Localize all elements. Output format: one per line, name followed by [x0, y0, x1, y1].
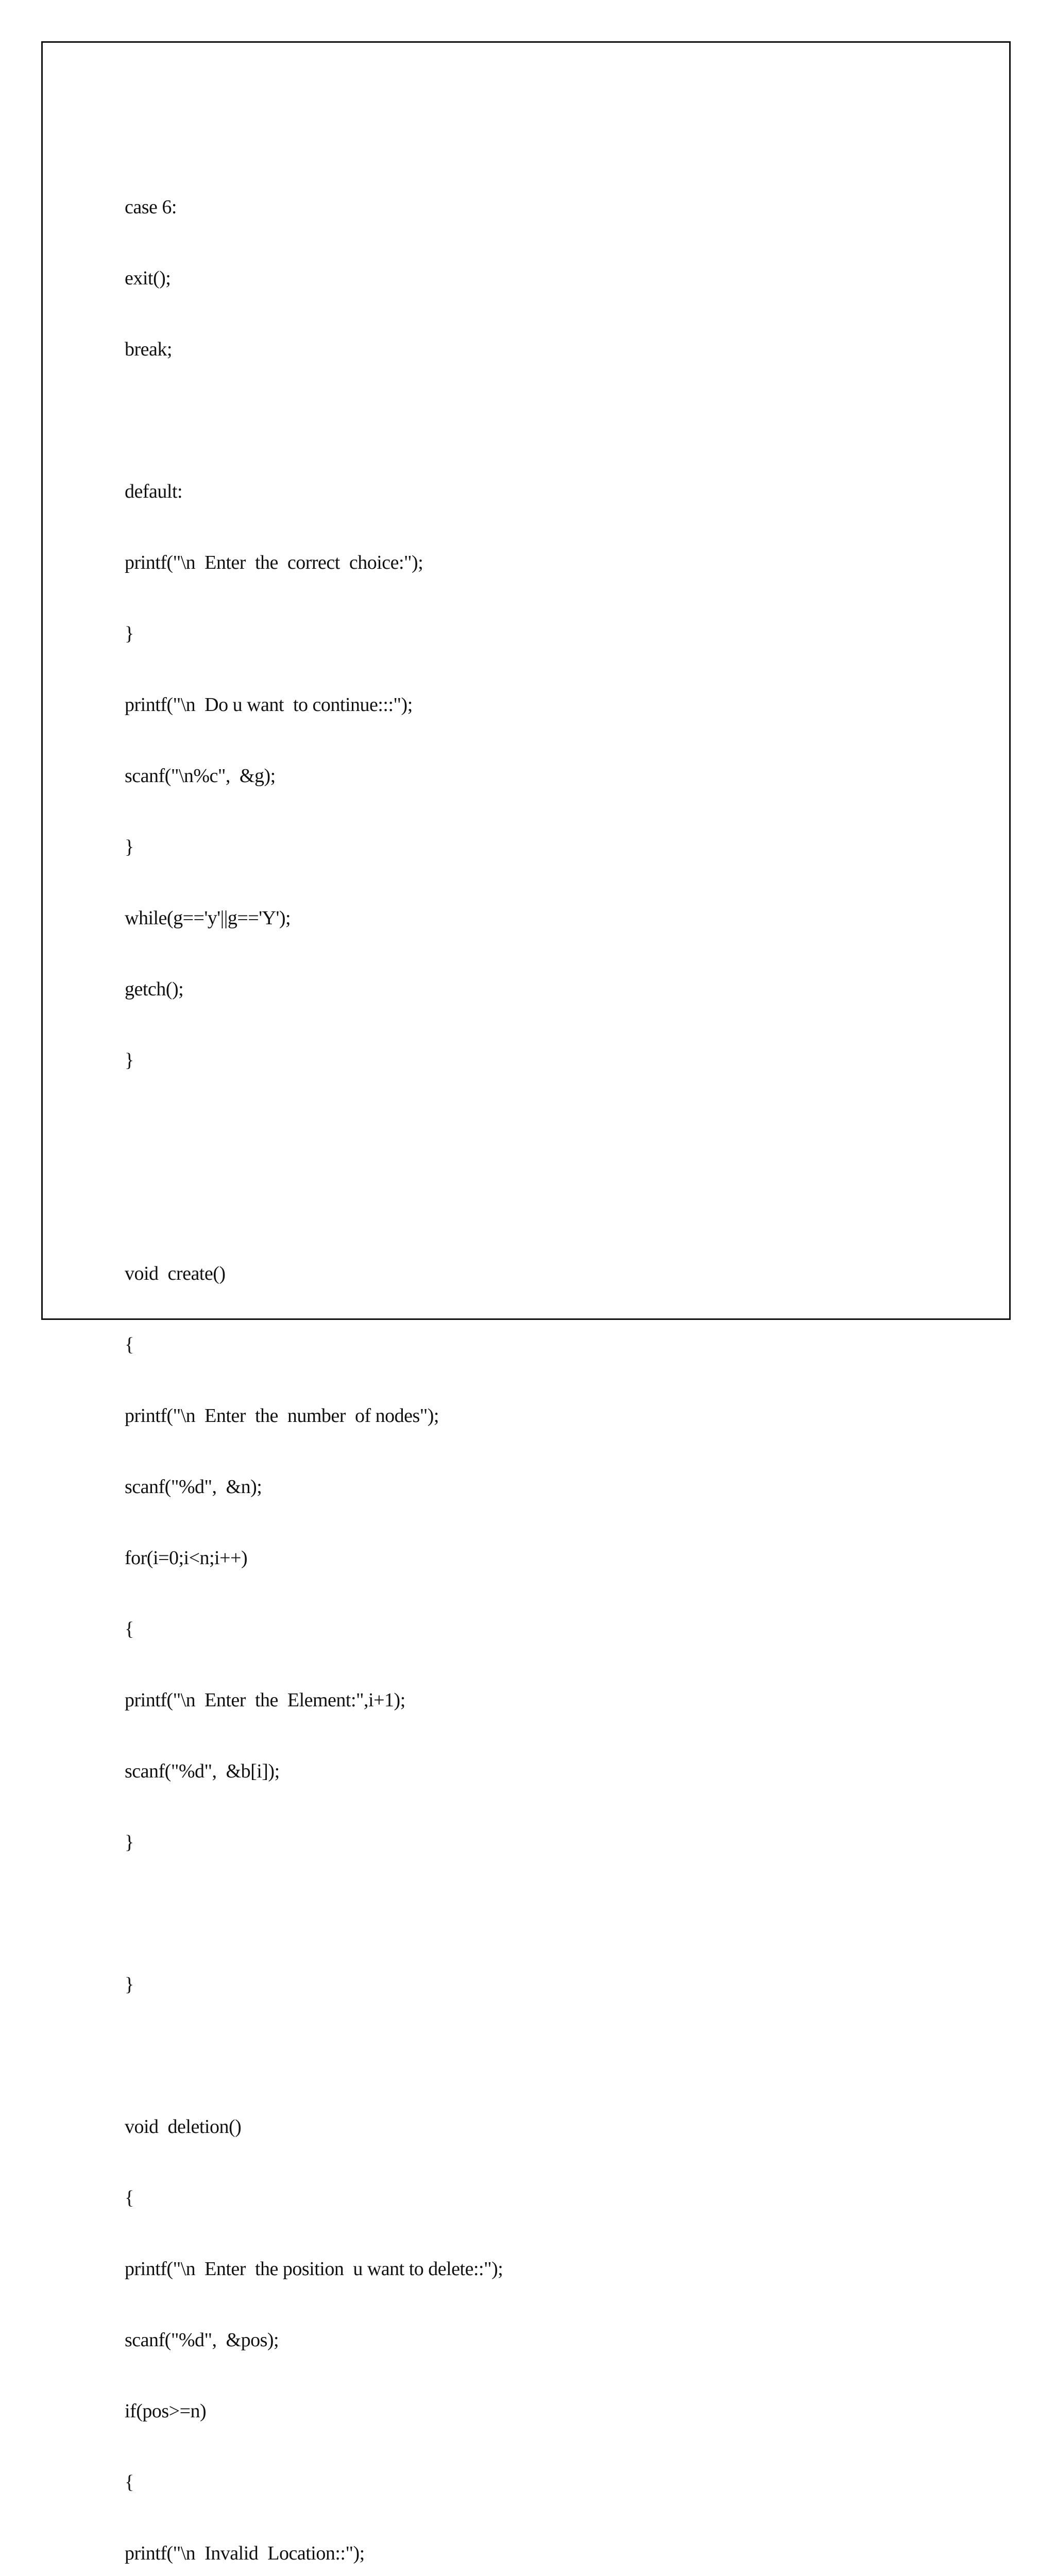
code-line: printf("\n Enter the Element:",i+1);	[125, 1689, 405, 1711]
code-line	[125, 1902, 975, 1925]
code-line: }	[125, 1832, 134, 1853]
code-line: scanf("%d", &b[i]);	[125, 1760, 280, 1782]
code-line	[125, 1191, 975, 1214]
code-line: getch();	[125, 978, 184, 1000]
code-line: }	[125, 1049, 134, 1071]
code-line: for(i=0;i<n;i++)	[125, 1547, 248, 1569]
code-line	[125, 1120, 975, 1143]
code-line: printf("\n Enter the position u want to delete::");	[125, 2258, 503, 2280]
code-line: printf("\n Enter the number of nodes");	[125, 1405, 439, 1427]
code-line: scanf("%d", &pos);	[125, 2329, 279, 2351]
code-line	[125, 409, 975, 432]
code-line: {	[125, 1334, 134, 1355]
code-line: void create()	[125, 1263, 226, 1284]
code-line: printf("\n Enter the correct choice:");	[125, 552, 423, 573]
code-line: }	[125, 836, 134, 858]
code-line: printf("\n Invalid Location::");	[125, 2543, 365, 2564]
code-line: exit();	[125, 267, 171, 289]
code-line: scanf("\n%c", &g);	[125, 765, 276, 787]
code-line	[125, 2044, 975, 2067]
code-line: printf("\n Do u want to continue:::");	[125, 694, 413, 716]
code-line: case 6:	[125, 196, 177, 218]
code-line: default:	[125, 481, 183, 502]
code-line: }	[125, 1974, 134, 1995]
code-listing	[125, 148, 975, 2576]
code-line: {	[125, 1618, 134, 1640]
code-line: void deletion()	[125, 2116, 242, 2138]
code-line: while(g=='y'||g=='Y');	[125, 907, 291, 929]
code-line: break;	[125, 338, 172, 360]
code-line: if(pos>=n)	[125, 2400, 207, 2422]
code-line: }	[125, 623, 134, 645]
code-line: {	[125, 2187, 134, 2209]
code-line: {	[125, 2471, 134, 2493]
code-line: scanf("%d", &n);	[125, 1476, 262, 1498]
